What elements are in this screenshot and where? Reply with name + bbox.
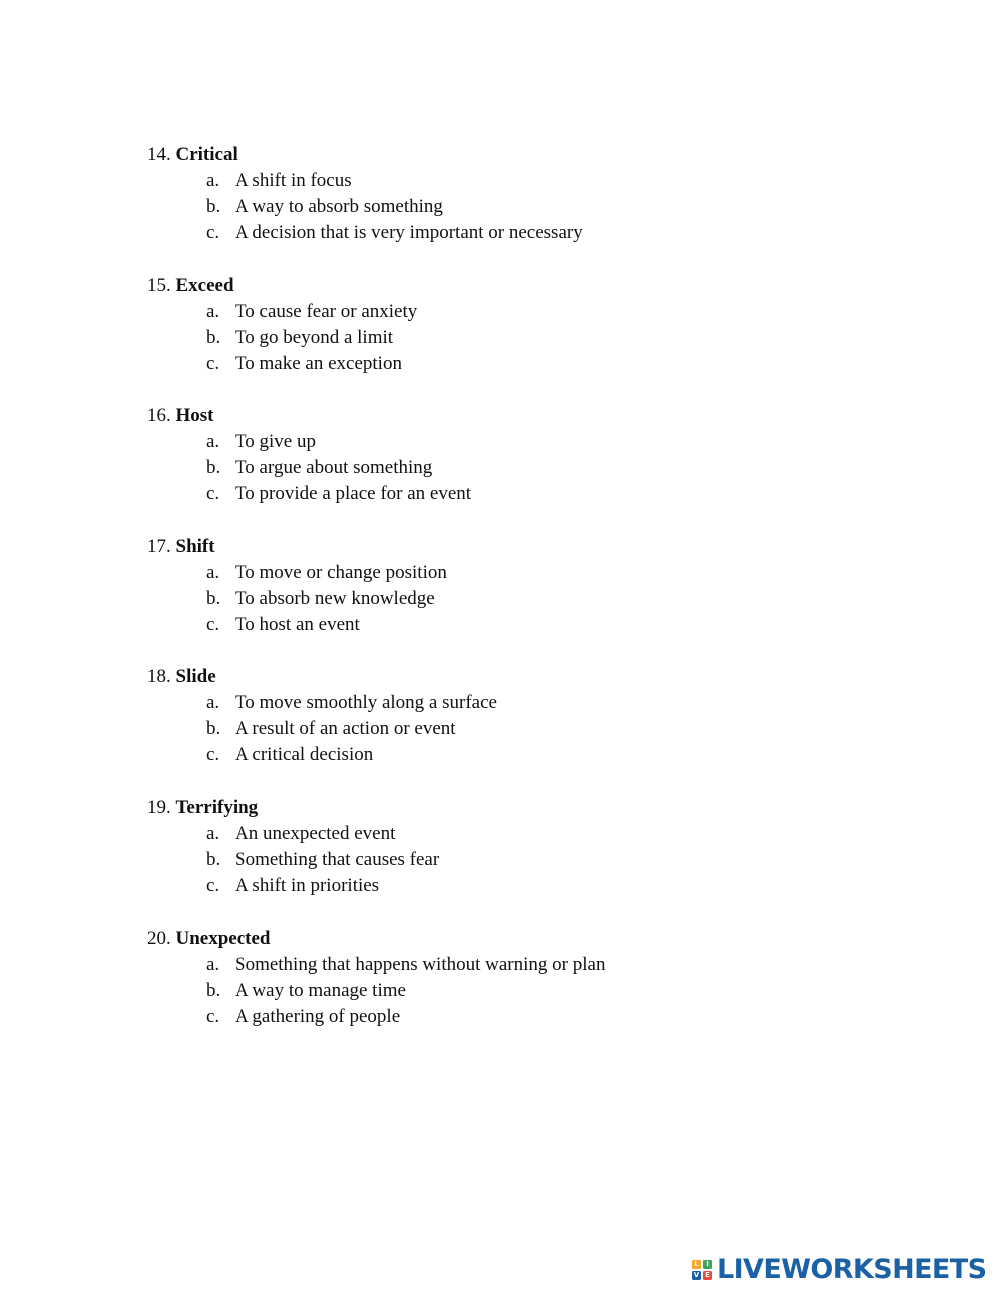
logo-tile-e: E xyxy=(703,1271,712,1280)
option-a[interactable] xyxy=(147,690,847,716)
option-letter: c. xyxy=(206,222,220,244)
option-a[interactable] xyxy=(147,429,847,455)
option-text: To cause fear or anxiety xyxy=(235,301,418,322)
option-text: To absorb new knowledge xyxy=(235,588,435,610)
option-text: A critical decision xyxy=(235,744,374,766)
question-word: Critical xyxy=(175,144,238,165)
question-word: Slide xyxy=(175,666,216,687)
option-text: A gathering of people xyxy=(235,1006,401,1028)
watermark-text: LIVEWORKSHEETS xyxy=(717,1254,987,1285)
option-text: A way to absorb something xyxy=(235,196,443,218)
question-number: 15. xyxy=(147,275,171,296)
logo-tile-l: L xyxy=(692,1260,701,1269)
question-14 xyxy=(147,142,847,247)
option-text: To make an exception xyxy=(235,353,402,375)
option-b[interactable] xyxy=(147,847,847,873)
question-20 xyxy=(147,926,847,1031)
option-letter: c. xyxy=(206,875,220,897)
option-text: Something that happens without warning or plan xyxy=(235,954,606,975)
option-text: A way to manage time xyxy=(235,980,406,1002)
question-title xyxy=(147,534,847,560)
option-letter: c. xyxy=(206,353,220,375)
option-b[interactable] xyxy=(147,716,847,742)
option-letter: a. xyxy=(206,562,220,583)
option-letter: c. xyxy=(206,744,220,766)
question-word: Shift xyxy=(175,536,215,557)
option-b[interactable] xyxy=(147,194,847,220)
question-word: Host xyxy=(175,405,214,426)
option-text: To move or change position xyxy=(235,562,447,583)
option-text: A decision that is very important or necessary xyxy=(235,222,583,244)
liveworksheets-logo-icon xyxy=(692,1260,712,1280)
option-letter: a. xyxy=(206,170,220,191)
option-text: A shift in focus xyxy=(235,170,352,191)
option-letter: c. xyxy=(206,1006,220,1028)
option-text: A shift in priorities xyxy=(235,875,380,897)
question-title xyxy=(147,273,847,299)
option-a[interactable] xyxy=(147,168,847,194)
option-letter: a. xyxy=(206,954,220,975)
option-letter: a. xyxy=(206,823,220,844)
option-letter: b. xyxy=(206,588,221,610)
option-text: To go beyond a limit xyxy=(235,327,394,349)
question-number: 14. xyxy=(147,144,171,165)
question-title xyxy=(147,403,847,429)
option-c[interactable] xyxy=(147,220,847,246)
option-text: To argue about something xyxy=(235,457,433,479)
option-c[interactable] xyxy=(147,481,847,507)
option-letter: c. xyxy=(206,483,220,505)
option-text: An unexpected event xyxy=(235,823,396,844)
option-letter: b. xyxy=(206,327,221,349)
option-b[interactable] xyxy=(147,586,847,612)
option-letter: a. xyxy=(206,301,220,322)
question-word: Exceed xyxy=(175,275,234,296)
question-title xyxy=(147,664,847,690)
option-c[interactable] xyxy=(147,612,847,638)
question-18 xyxy=(147,664,847,769)
option-letter: b. xyxy=(206,980,221,1002)
option-letter: b. xyxy=(206,457,221,479)
option-a[interactable] xyxy=(147,560,847,586)
question-number: 17. xyxy=(147,536,171,557)
question-number: 16. xyxy=(147,405,171,426)
question-number: 18. xyxy=(147,666,171,687)
question-word: Unexpected xyxy=(175,928,271,949)
option-a[interactable] xyxy=(147,821,847,847)
liveworksheets-watermark xyxy=(692,1255,986,1285)
option-text: A result of an action or event xyxy=(235,718,456,740)
option-b[interactable] xyxy=(147,978,847,1004)
question-16 xyxy=(147,403,847,508)
option-c[interactable] xyxy=(147,1004,847,1030)
logo-tile-i: I xyxy=(703,1260,712,1269)
question-title xyxy=(147,795,847,821)
option-b[interactable] xyxy=(147,455,847,481)
option-letter: b. xyxy=(206,196,221,218)
option-text: To host an event xyxy=(235,614,360,636)
question-number: 20. xyxy=(147,928,171,949)
option-letter: b. xyxy=(206,718,221,740)
option-letter: c. xyxy=(206,614,220,636)
question-19 xyxy=(147,795,847,900)
option-letter: b. xyxy=(206,849,221,871)
option-c[interactable] xyxy=(147,873,847,899)
question-number: 19. xyxy=(147,797,171,818)
question-17 xyxy=(147,534,847,639)
option-text: To provide a place for an event xyxy=(235,483,472,505)
option-text: To give up xyxy=(235,431,316,452)
option-text: To move smoothly along a surface xyxy=(235,692,497,713)
option-c[interactable] xyxy=(147,351,847,377)
option-letter: a. xyxy=(206,431,220,452)
option-b[interactable] xyxy=(147,325,847,351)
question-title xyxy=(147,926,847,952)
question-word: Terrifying xyxy=(175,797,259,818)
option-a[interactable] xyxy=(147,952,847,978)
option-c[interactable] xyxy=(147,742,847,768)
logo-tile-v: V xyxy=(693,1271,700,1279)
question-15 xyxy=(147,273,847,378)
option-text: Something that causes fear xyxy=(235,849,440,871)
question-title xyxy=(147,142,847,168)
option-letter: a. xyxy=(206,692,220,713)
option-a[interactable] xyxy=(147,299,847,325)
